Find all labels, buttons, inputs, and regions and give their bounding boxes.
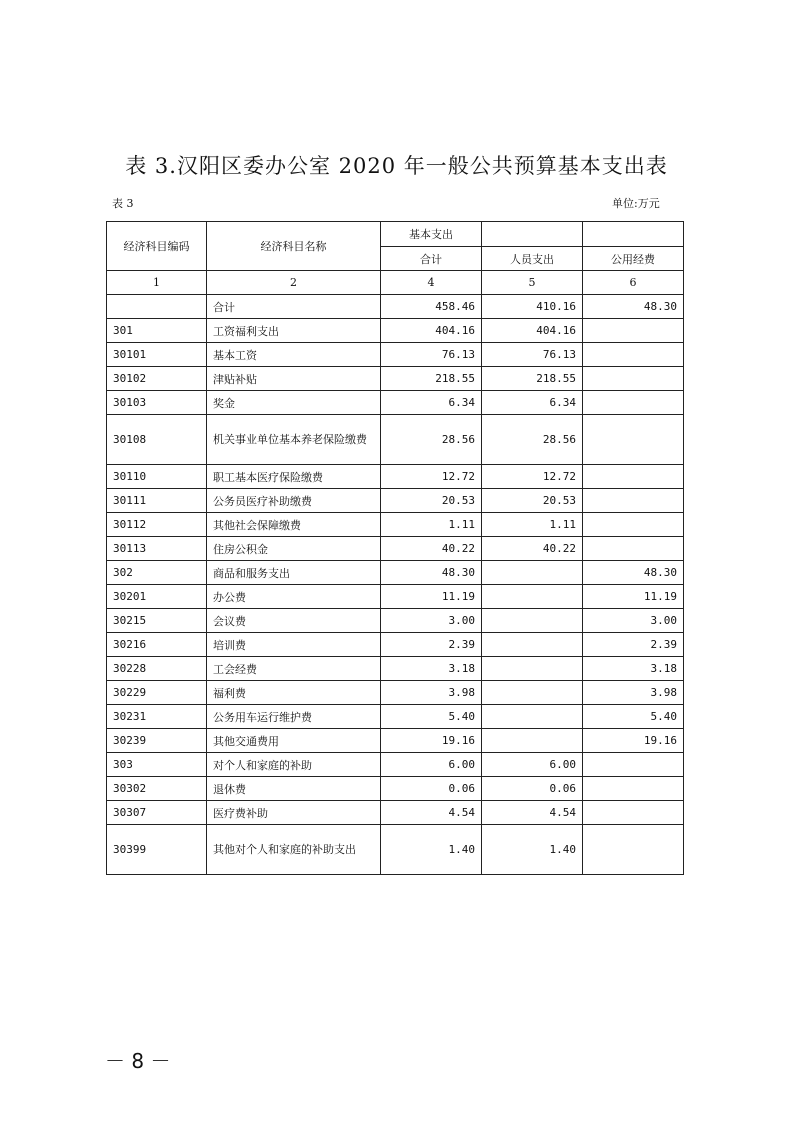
cell-code: 30216 (107, 633, 207, 657)
header-name: 经济科目名称 (207, 222, 381, 271)
cell-personnel: 12.72 (482, 465, 583, 489)
cell-personnel: 410.16 (482, 295, 583, 319)
cell-name: 机关事业单位基本养老保险缴费 (207, 415, 381, 465)
cell-name: 职工基本医疗保险缴费 (207, 465, 381, 489)
budget-table (106, 221, 684, 875)
cell-code: 30239 (107, 729, 207, 753)
header-personnel: 人员支出 (482, 247, 583, 271)
cell-name: 合计 (207, 295, 381, 319)
cell-code: 30108 (107, 415, 207, 465)
table-row (107, 609, 684, 633)
cell-name: 基本工资 (207, 343, 381, 367)
unit-label: 单位:万元 (612, 197, 660, 210)
cell-code: 30101 (107, 343, 207, 367)
table-row (107, 319, 684, 343)
cell-personnel: 4.54 (482, 801, 583, 825)
cell-name: 津贴补贴 (207, 367, 381, 391)
cell-code: 30399 (107, 825, 207, 875)
cell-code: 30102 (107, 367, 207, 391)
col-number: 2 (207, 271, 381, 295)
cell-total: 5.40 (381, 705, 482, 729)
cell-public: 5.40 (583, 705, 684, 729)
cell-personnel (482, 681, 583, 705)
table-label: 表 3 (112, 197, 134, 210)
table-row (107, 585, 684, 609)
cell-personnel (482, 633, 583, 657)
cell-personnel: 0.06 (482, 777, 583, 801)
cell-public: 11.19 (583, 585, 684, 609)
cell-total: 6.34 (381, 391, 482, 415)
cell-code: 30215 (107, 609, 207, 633)
column-number-row (107, 271, 684, 295)
header-empty-cell (482, 222, 583, 247)
cell-name: 公务用车运行维护费 (207, 705, 381, 729)
cell-public: 48.30 (583, 295, 684, 319)
cell-total: 4.54 (381, 801, 482, 825)
cell-public (583, 391, 684, 415)
table-row (107, 489, 684, 513)
cell-code (107, 295, 207, 319)
cell-code: 303 (107, 753, 207, 777)
cell-total: 3.98 (381, 681, 482, 705)
cell-total: 1.11 (381, 513, 482, 537)
cell-name: 公务员医疗补助缴费 (207, 489, 381, 513)
cell-public (583, 465, 684, 489)
table-row (107, 537, 684, 561)
cell-total: 20.53 (381, 489, 482, 513)
cell-total: 48.30 (381, 561, 482, 585)
cell-name: 退休费 (207, 777, 381, 801)
cell-public (583, 801, 684, 825)
cell-total: 40.22 (381, 537, 482, 561)
cell-code: 30302 (107, 777, 207, 801)
cell-code: 30231 (107, 705, 207, 729)
table-row (107, 801, 684, 825)
cell-personnel: 1.40 (482, 825, 583, 875)
cell-public: 19.16 (583, 729, 684, 753)
cell-total: 3.18 (381, 657, 482, 681)
table-row (107, 513, 684, 537)
cell-public (583, 777, 684, 801)
cell-name: 对个人和家庭的补助 (207, 753, 381, 777)
cell-public: 48.30 (583, 561, 684, 585)
cell-public (583, 537, 684, 561)
table-row (107, 343, 684, 367)
table-row (107, 657, 684, 681)
cell-personnel (482, 561, 583, 585)
cell-name: 培训费 (207, 633, 381, 657)
cell-name: 福利费 (207, 681, 381, 705)
cell-total: 6.00 (381, 753, 482, 777)
table-row (107, 729, 684, 753)
cell-personnel (482, 657, 583, 681)
header-total: 合计 (381, 247, 482, 271)
cell-name: 工会经费 (207, 657, 381, 681)
table-row (107, 753, 684, 777)
cell-public (583, 343, 684, 367)
cell-code: 30110 (107, 465, 207, 489)
cell-name: 其他对个人和家庭的补助支出 (207, 825, 381, 875)
cell-name: 其他社会保障缴费 (207, 513, 381, 537)
table-row (107, 415, 684, 465)
cell-personnel (482, 705, 583, 729)
cell-personnel (482, 729, 583, 753)
table-row (107, 681, 684, 705)
cell-total: 404.16 (381, 319, 482, 343)
table-row (107, 633, 684, 657)
cell-personnel (482, 585, 583, 609)
cell-personnel: 1.11 (482, 513, 583, 537)
table-row (107, 367, 684, 391)
cell-personnel: 40.22 (482, 537, 583, 561)
cell-personnel: 218.55 (482, 367, 583, 391)
cell-name: 商品和服务支出 (207, 561, 381, 585)
table-row (107, 391, 684, 415)
col-number: 5 (482, 271, 583, 295)
cell-public (583, 367, 684, 391)
table-row (107, 777, 684, 801)
cell-code: 30103 (107, 391, 207, 415)
header-empty-cell (583, 222, 684, 247)
cell-total: 11.19 (381, 585, 482, 609)
cell-code: 30229 (107, 681, 207, 705)
cell-personnel: 404.16 (482, 319, 583, 343)
cell-public (583, 415, 684, 465)
cell-personnel: 6.00 (482, 753, 583, 777)
cell-personnel: 76.13 (482, 343, 583, 367)
cell-total: 458.46 (381, 295, 482, 319)
cell-code: 30112 (107, 513, 207, 537)
cell-name: 奖金 (207, 391, 381, 415)
header-basic-expense: 基本支出 (381, 222, 482, 247)
table-row (107, 825, 684, 875)
cell-public: 3.98 (583, 681, 684, 705)
cell-total: 76.13 (381, 343, 482, 367)
cell-public (583, 753, 684, 777)
cell-total: 218.55 (381, 367, 482, 391)
header-public: 公用经费 (583, 247, 684, 271)
cell-public: 3.00 (583, 609, 684, 633)
cell-total: 2.39 (381, 633, 482, 657)
cell-name: 工资福利支出 (207, 319, 381, 343)
cell-name: 办公费 (207, 585, 381, 609)
cell-total: 1.40 (381, 825, 482, 875)
cell-code: 30113 (107, 537, 207, 561)
cell-name: 医疗费补助 (207, 801, 381, 825)
cell-personnel: 20.53 (482, 489, 583, 513)
cell-total: 28.56 (381, 415, 482, 465)
cell-personnel: 28.56 (482, 415, 583, 465)
cell-code: 302 (107, 561, 207, 585)
cell-code: 30201 (107, 585, 207, 609)
table-row (107, 295, 684, 319)
header-code: 经济科目编码 (107, 222, 207, 271)
cell-name: 会议费 (207, 609, 381, 633)
cell-public (583, 513, 684, 537)
cell-public (583, 319, 684, 343)
cell-code: 301 (107, 319, 207, 343)
col-number: 1 (107, 271, 207, 295)
cell-code: 30111 (107, 489, 207, 513)
cell-total: 12.72 (381, 465, 482, 489)
cell-total: 19.16 (381, 729, 482, 753)
cell-code: 30228 (107, 657, 207, 681)
table-row (107, 465, 684, 489)
cell-personnel: 6.34 (482, 391, 583, 415)
cell-name: 住房公积金 (207, 537, 381, 561)
page-title: 表 3.汉阳区委办公室 2020 年一般公共预算基本支出表 (125, 154, 668, 178)
table-row (107, 561, 684, 585)
cell-public: 2.39 (583, 633, 684, 657)
cell-public (583, 489, 684, 513)
cell-public (583, 825, 684, 875)
page-number: － 8 － (105, 1049, 171, 1073)
cell-name: 其他交通费用 (207, 729, 381, 753)
cell-code: 30307 (107, 801, 207, 825)
cell-public: 3.18 (583, 657, 684, 681)
cell-personnel (482, 609, 583, 633)
col-number: 4 (381, 271, 482, 295)
table-row (107, 705, 684, 729)
cell-total: 0.06 (381, 777, 482, 801)
cell-total: 3.00 (381, 609, 482, 633)
col-number: 6 (583, 271, 684, 295)
